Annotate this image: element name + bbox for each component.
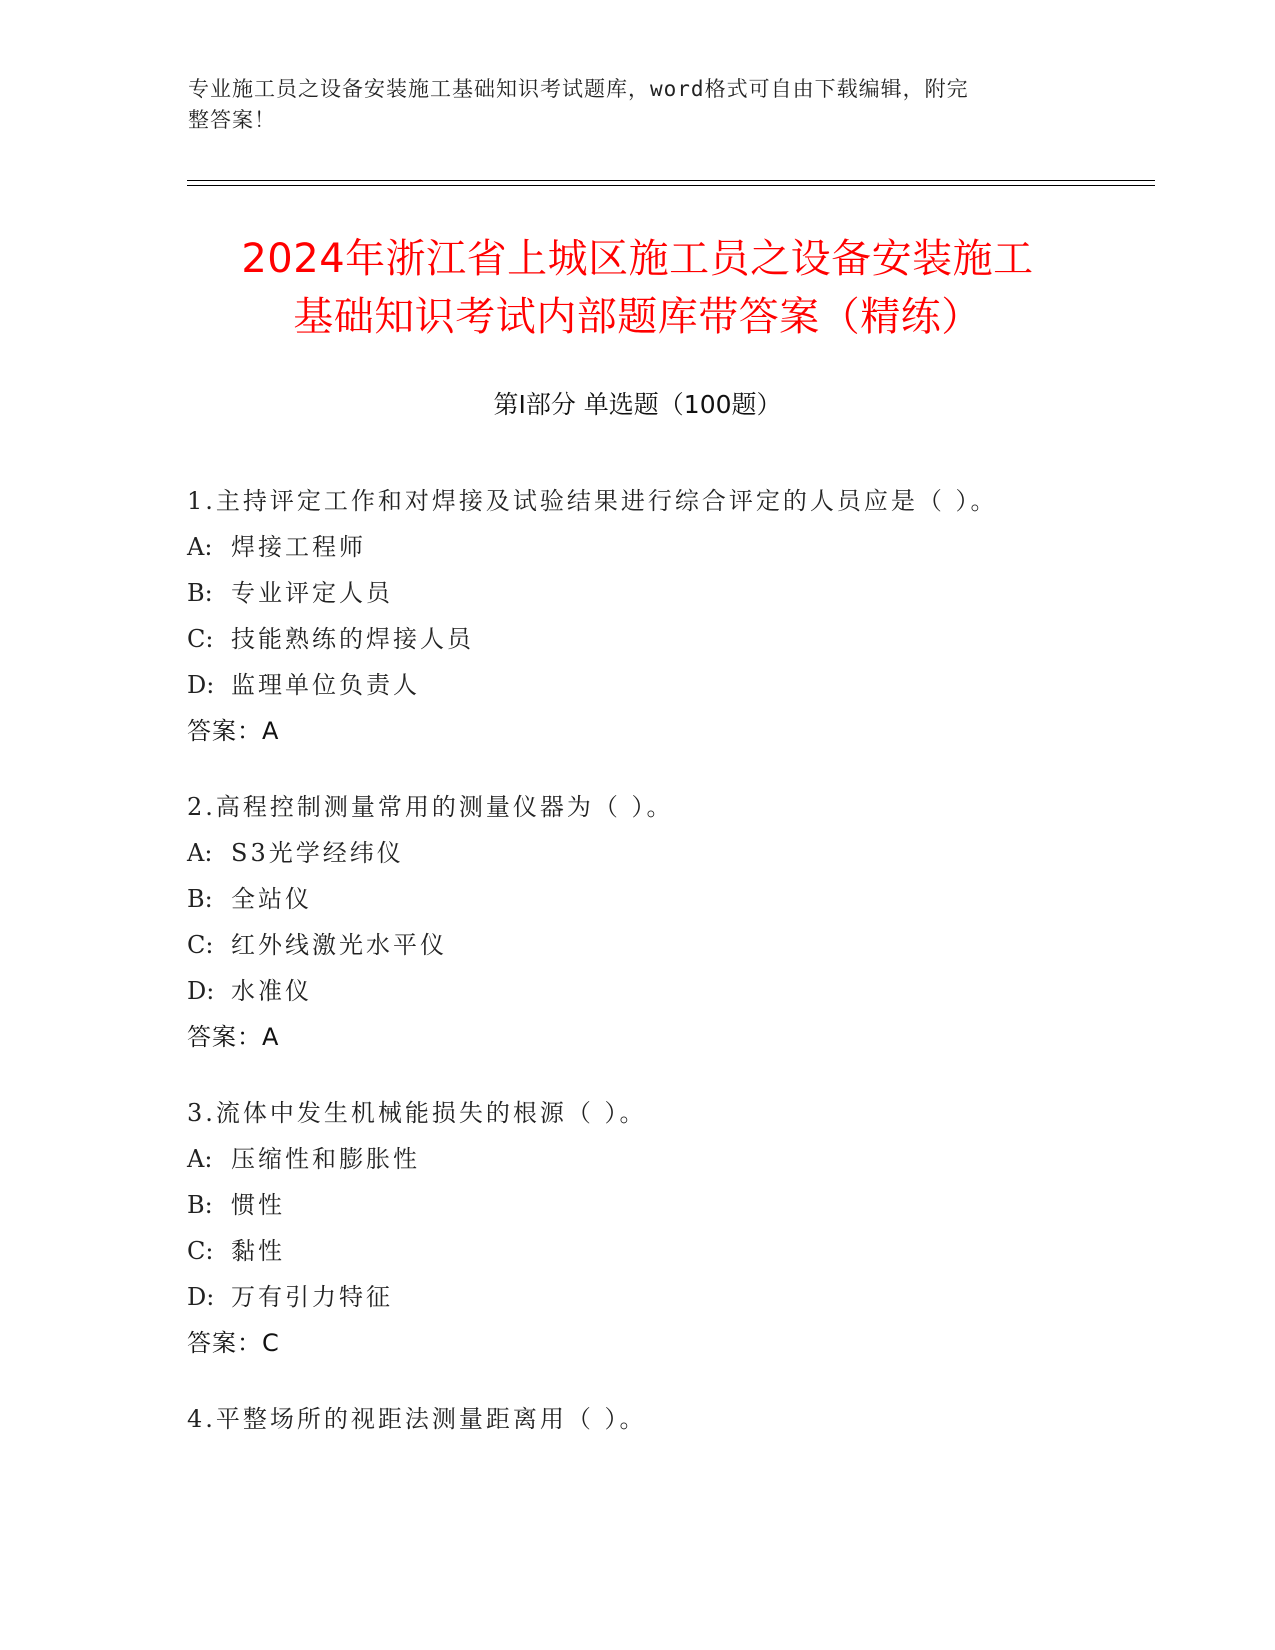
header-note: [188, 74, 1088, 136]
option-text: 惯性: [231, 1191, 285, 1219]
document-title-line-2: 基础知识考试内部题库带答案（精练）: [293, 294, 982, 340]
document-title: [150, 230, 1125, 346]
question-1: [187, 478, 1147, 754]
option-text: 压缩性和膨胀性: [231, 1145, 420, 1173]
section-title: 第Ⅰ部分 单选题（100题）: [493, 390, 782, 419]
option-c: [187, 616, 1147, 662]
option-b: [187, 876, 1147, 922]
header-divider-bottom: [187, 185, 1155, 186]
question-list: [187, 478, 1147, 1472]
option-a: [187, 1136, 1147, 1182]
option-text: 焊接工程师: [231, 533, 366, 561]
question-3: [187, 1090, 1147, 1366]
option-key: D:: [187, 671, 215, 699]
option-text: 红外线激光水平仪: [231, 931, 447, 959]
question-stem: 1.主持评定工作和对焊接及试验结果进行综合评定的人员应是（ ）。: [187, 487, 998, 515]
option-text: S3光学经纬仪: [231, 839, 404, 867]
option-b: [187, 1182, 1147, 1228]
header-divider-top: [187, 180, 1155, 181]
option-text: 全站仪: [231, 885, 312, 913]
option-c: [187, 1228, 1147, 1274]
option-key: B:: [187, 885, 213, 913]
option-text: 水准仪: [231, 977, 312, 1005]
option-text: 黏性: [231, 1237, 285, 1265]
header-note-line-2: 整答案！: [188, 108, 276, 132]
answer: 答案：C: [187, 1329, 280, 1357]
question-stem: 3.流体中发生机械能损失的根源（ ）。: [187, 1099, 647, 1127]
question-2: [187, 784, 1147, 1060]
option-key: A:: [187, 533, 213, 561]
question-stem: 2.高程控制测量常用的测量仪器为（ ）。: [187, 793, 674, 821]
answer: 答案：A: [187, 1023, 280, 1051]
option-a: [187, 524, 1147, 570]
option-d: [187, 968, 1147, 1014]
option-text: 专业评定人员: [231, 579, 393, 607]
question-4: [187, 1396, 1147, 1442]
option-key: D:: [187, 1283, 215, 1311]
option-text: 技能熟练的焊接人员: [231, 625, 474, 653]
option-key: B:: [187, 1191, 213, 1219]
option-key: C:: [187, 931, 214, 959]
option-b: [187, 570, 1147, 616]
option-a: [187, 830, 1147, 876]
header-note-line-1: 专业施工员之设备安装施工基础知识考试题库，word格式可自由下载编辑，附完: [188, 77, 969, 101]
option-text: 万有引力特征: [231, 1283, 393, 1311]
option-key: B:: [187, 579, 213, 607]
answer: 答案：A: [187, 717, 280, 745]
option-key: A:: [187, 839, 213, 867]
option-c: [187, 922, 1147, 968]
option-key: C:: [187, 1237, 214, 1265]
option-text: 监理单位负责人: [231, 671, 420, 699]
option-key: C:: [187, 625, 214, 653]
document-title-line-1: 2024年浙江省上城区施工员之设备安装施工: [241, 236, 1034, 282]
option-d: [187, 662, 1147, 708]
option-d: [187, 1274, 1147, 1320]
question-stem: 4.平整场所的视距法测量距离用（ ）。: [187, 1405, 647, 1433]
option-key: D:: [187, 977, 215, 1005]
option-key: A:: [187, 1145, 213, 1173]
